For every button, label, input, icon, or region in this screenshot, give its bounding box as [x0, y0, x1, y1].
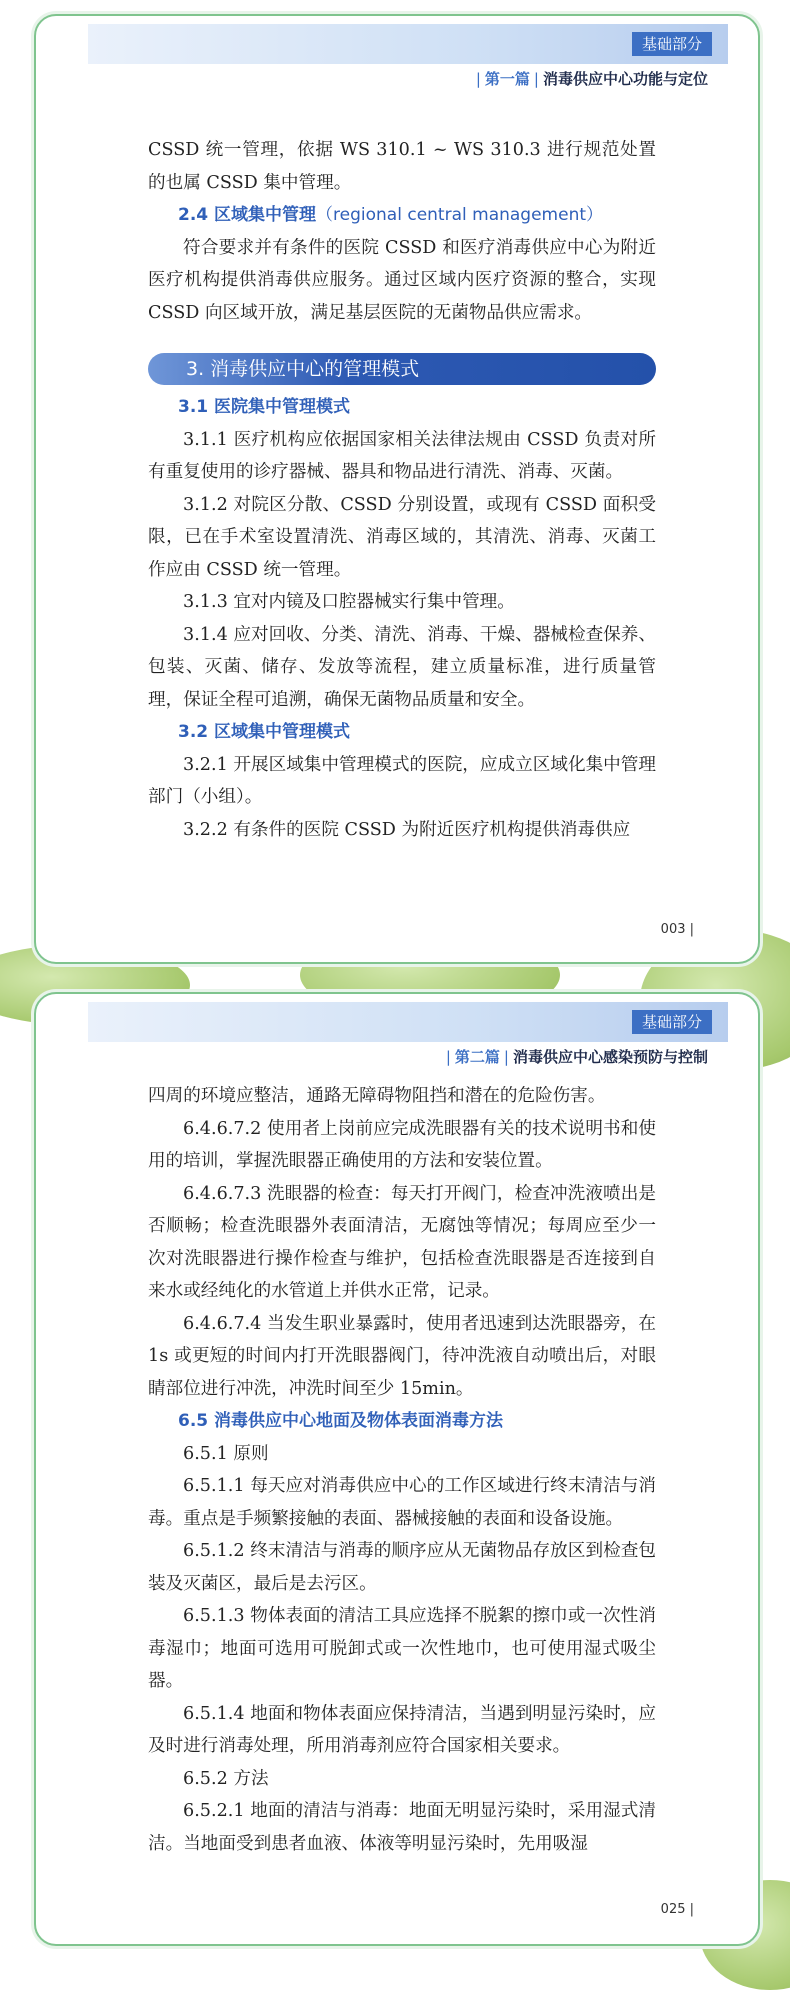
paragraph-continued: CSSD 统一管理，依据 WS 310.1 ~ WS 310.3 进行规范处置的也属 CSSD 集中管理。 — [148, 140, 656, 193]
paragraph-6-5-2-1: 6.5.2.1 地面的清洁与消毒：地面无明显污染时，采用湿式清洁。当地面受到患者血液、体液等明显污染时，先用吸湿 — [148, 1801, 656, 1854]
header-separator: | — [445, 1048, 451, 1066]
header-separator: | — [503, 1048, 509, 1066]
heading-2-4 — [148, 199, 656, 232]
section-tag: 基础部分 — [632, 32, 712, 56]
page-body — [148, 1080, 656, 1860]
heading-3-1: 3.1 医院集中管理模式 — [178, 397, 351, 417]
heading-english: （regional central management） — [316, 205, 604, 225]
paragraph-6-4-6-7-3: 6.4.6.7.3 洗眼器的检查：每天打开阀门，检查冲洗液喷出是否顺畅；检查洗眼器外表面清洁，无腐蚀等情况；每周应至少一次对洗眼器进行操作检查与维护，包括检查洗眼器是否连接到自来水或经纯化的水管道上并供水正常，记录。 — [148, 1183, 656, 1301]
paragraph-6-5-1-1: 6.5.1.1 每天应对消毒供应中心的工作区域进行终末清洁与消毒。重点是手频繁接触的表面、器械接触的表面和设备设施。 — [148, 1476, 656, 1529]
paragraph-6-4-6-7-4: 6.4.6.7.4 当发生职业暴露时，使用者迅速到达洗眼器旁，在 1s 或更短的时间内打开洗眼器阀门，待冲洗液自动喷出后，对眼睛部位进行冲洗，冲洗时间至少 15min。 — [148, 1313, 656, 1399]
paragraph-3-1-3: 3.1.3 宜对内镜及口腔器械实行集中管理。 — [183, 592, 515, 612]
paragraph-3-1-1: 3.1.1 医疗机构应依据国家相关法律法规由 CSSD 负责对所有重复使用的诊疗器械、器具和物品进行清洗、消毒、灭菌。 — [148, 429, 656, 482]
book-page-003 — [34, 14, 760, 964]
heading-6-5-2: 6.5.2 方法 — [183, 1768, 269, 1789]
chapter-title: 消毒供应中心感染预防与控制 — [512, 1048, 708, 1066]
heading-3-2: 3.2 区域集中管理模式 — [178, 722, 351, 742]
page-body — [148, 134, 656, 846]
page-number: 003 | — [660, 922, 694, 937]
section-tag: 基础部分 — [632, 1010, 712, 1034]
running-header — [472, 68, 708, 89]
book-page-025 — [34, 992, 760, 1946]
page-number: 025 | — [660, 1902, 694, 1917]
header-separator: | — [533, 70, 539, 88]
paragraph-6-5-1-4: 6.5.1.4 地面和物体表面应保持清洁，当遇到明显污染时，应及时进行消毒处理，所用消毒剂应符合国家相关要求。 — [148, 1703, 656, 1756]
paragraph-2-4: 符合要求并有条件的医院 CSSD 和医疗消毒供应中心为附近医疗机构提供消毒供应服务。通过区域内医疗资源的整合，实现 CSSD 向区域开放，满足基层医院的无菌物品供应需求。 — [148, 237, 656, 323]
heading-number: 2.4 — [178, 205, 209, 225]
paragraph-3-2-2: 3.2.2 有条件的医院 CSSD 为附近医疗机构提供消毒供应 — [183, 819, 631, 840]
heading-text: 区域集中管理 — [214, 205, 317, 225]
section-heading-3: 3. 消毒供应中心的管理模式 — [148, 353, 656, 385]
paragraph-3-1-4: 3.1.4 应对回收、分类、清洗、消毒、干燥、器械检查保养、包装、灭菌、储存、发放等流程，建立质量标准，进行质量管理，保证全程可追溯，确保无菌物品质量和安全。 — [148, 624, 656, 710]
paragraph-6-5-1-2: 6.5.1.2 终末清洁与消毒的顺序应从无菌物品存放区到检查包装及灭菌区，最后是去污区。 — [148, 1541, 656, 1594]
part-label: 第一篇 — [484, 70, 530, 88]
part-label: 第二篇 — [454, 1048, 500, 1066]
paragraph-continued: 四周的环境应整洁，通路无障碍物阻挡和潜在的危险伤害。 — [148, 1086, 606, 1106]
heading-6-5: 6.5 消毒供应中心地面及物体表面消毒方法 — [178, 1411, 504, 1431]
paragraph-3-1-2: 3.1.2 对院区分散、CSSD 分别设置，或现有 CSSD 面积受限，已在手术室设置清洗、消毒区域的，其清洗、消毒、灭菌工作应由 CSSD 统一管理。 — [148, 494, 656, 580]
chapter-title: 消毒供应中心功能与定位 — [542, 70, 708, 88]
header-separator: | — [475, 70, 481, 88]
heading-6-5-1: 6.5.1 原则 — [183, 1443, 269, 1464]
running-header — [442, 1046, 708, 1067]
paragraph-6-4-6-7-2: 6.4.6.7.2 使用者上岗前应完成洗眼器有关的技术说明书和使用的培训，掌握洗眼器正确使用的方法和安装位置。 — [148, 1118, 656, 1171]
paragraph-3-2-1: 3.2.1 开展区域集中管理模式的医院，应成立区域化集中管理部门（小组）。 — [148, 754, 656, 807]
paragraph-6-5-1-3: 6.5.1.3 物体表面的清洁工具应选择不脱絮的擦巾或一次性消毒湿巾；地面可选用可脱卸式或一次性地巾，也可使用湿式吸尘器。 — [148, 1606, 656, 1691]
